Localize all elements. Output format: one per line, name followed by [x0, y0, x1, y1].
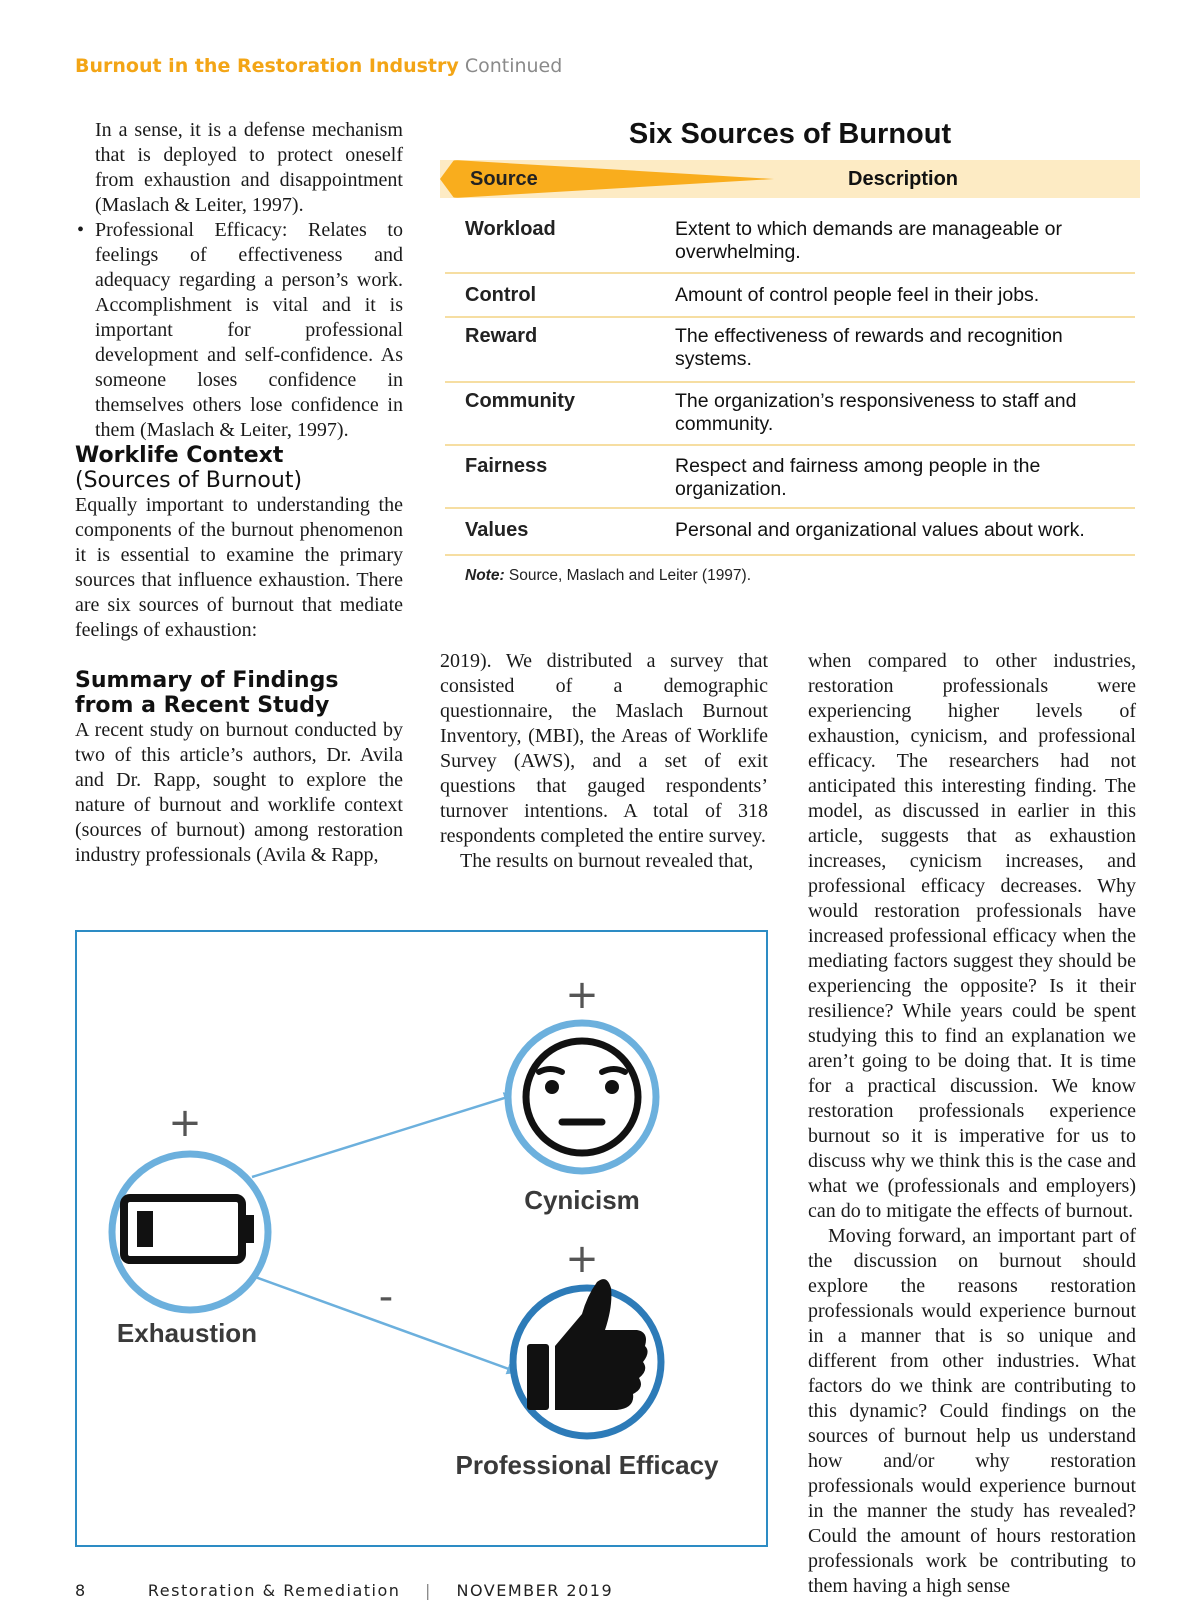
issue-date: NOVEMBER 2019 — [456, 1581, 614, 1600]
summary-text: A recent study on burnout conducted by two of this article’s authors, Dr. Avila and Dr. Rapp, sought to explore the nature of burnout and worklife context (sources of burnout) among restoration industry professionals (Avila & Rapp, — [75, 719, 403, 866]
row-source: Values — [465, 519, 529, 541]
table-note-label: Note: — [465, 567, 505, 584]
row-description: The organization’s responsiveness to staff and community. — [675, 390, 1077, 435]
footer-separator: | — [425, 1581, 432, 1600]
table-header — [440, 160, 1140, 198]
running-head-continued: Continued — [464, 55, 563, 77]
table-divider — [445, 272, 1135, 274]
exhaustion-sign: + — [168, 1100, 202, 1146]
summary-section — [75, 668, 403, 868]
efficacy-label: Professional Efficacy — [455, 1450, 719, 1480]
intro-continued: In a sense, it is a defense mechanism that is deployed to protect oneself from exhaustion and disappointment (Maslach & Leiter, 1997). — [95, 119, 403, 216]
summary-heading: Summary of Findings from a Recent Study — [75, 668, 339, 718]
header-description: Description — [848, 168, 959, 190]
worklife-text: Equally important to understanding the components of the burnout phenomenon it is essential to examine the primary sources that influence exhaustion. There are six sources of burnout that mediate feelings of exhaustion: — [75, 494, 403, 641]
table-divider — [445, 316, 1135, 318]
row-source: Reward — [465, 325, 538, 347]
row-source: Control — [465, 284, 537, 306]
column-2 — [440, 649, 768, 874]
col2-paragraph-2: The results on burnout revealed that, — [460, 850, 754, 872]
cynicism-sign: + — [565, 972, 599, 1018]
column-3 — [808, 649, 1136, 1599]
table-note-text: Source, Maslach and Leiter (1997). — [504, 567, 752, 584]
running-head — [75, 55, 562, 77]
efficacy-sign: + — [565, 1236, 599, 1282]
row-source: Workload — [465, 218, 556, 240]
table-divider — [445, 444, 1135, 446]
burnout-model-diagram — [77, 932, 766, 1545]
exhaustion-label: Exhaustion — [116, 1318, 258, 1348]
row-description: Extent to which demands are manageable or overwhelming. — [675, 218, 1062, 263]
worklife-section — [75, 443, 403, 643]
worklife-heading-sub: (Sources of Burnout) — [75, 468, 303, 493]
page-number: 8 — [75, 1581, 87, 1600]
row-description: Amount of control people feel in their jobs. — [675, 284, 1040, 306]
arrow-exhaustion-to-cynicism — [252, 1095, 514, 1177]
row-description: Personal and organizational values about work. — [675, 519, 1085, 541]
row-source: Community — [465, 390, 575, 412]
page-footer — [75, 1581, 613, 1600]
table-divider — [445, 507, 1135, 509]
worklife-heading: Worklife Context — [75, 443, 284, 468]
col2-paragraph-1: 2019). We distributed a survey that consisted of a demographic questionnaire, the Maslach Burnout Inventory, (MBI), the Areas of Worklife Survey (AWS), and a set of exit questions that gauged respondents’ turnover intentions. A total of 318 respondents completed the entire survey. — [440, 650, 768, 847]
column-1 — [75, 118, 403, 443]
publication-name: Restoration & Remediation — [147, 1581, 401, 1600]
col3-paragraph-2: Moving forward, an important part of the discussion on burnout should explore the reasons restoration professionals would experience burnout in a manner that is so unique and different from other industries. What factors do we think are contributing to this dynamic? Could findings on the sources of burnout help us understand how and/or why restoration professionals would experience burnout in the manner the study has revealed? Could the amount of hours restoration professionals work be contributing to them having a high sense — [808, 1225, 1136, 1597]
table-divider — [445, 381, 1135, 383]
efficacy-node — [513, 1279, 661, 1436]
burnout-model-figure — [75, 930, 768, 1547]
table-divider — [445, 554, 1135, 556]
cynicism-node — [508, 1023, 656, 1171]
row-description: Respect and fairness among people in the organization. — [675, 455, 1041, 500]
negative-sign: - — [378, 1274, 394, 1320]
row-source: Fairness — [465, 455, 548, 477]
bullet-text: Professional Efficacy: Relates to feelings of effectiveness and adequacy regarding a person’s work. Accomplishment is vital and it is important for professional development and self-confidence. As someone loses confidence in themselves others lose confidence in them (Maslach & Leiter, 1997). — [95, 219, 403, 441]
exhaustion-node — [112, 1154, 268, 1310]
row-description: The effectiveness of rewards and recognition systems. — [675, 325, 1063, 370]
header-source: Source — [470, 168, 538, 190]
running-head-title: Burnout in the Restoration Industry — [75, 55, 459, 77]
table-note — [465, 567, 751, 585]
bullet-glyph: • — [77, 219, 85, 241]
table-title: Six Sources of Burnout — [628, 118, 952, 150]
cynicism-label: Cynicism — [524, 1185, 640, 1215]
col3-paragraph-1: when compared to other industries, restoration professionals were experiencing higher levels of exhaustion, cynicism, and professional efficacy. The researchers had not anticipated this interesting finding. The model, as discussed in earlier in this article, suggests that as exhaustion increases, cynicism increases, and professional efficacy decreases. Why would restoration professionals have increased professional efficacy when the mediating factors suggest they should be experiencing the opposite? Is it their resilience? While years could be spent studying this to find an explanation we aren’t going to be doing that. It is time for a practical discussion. We know restoration professionals experience burnout so it is imperative for us to discuss why we think this is the case and what we (professionals and employers) can do to mitigate the effects of burnout. — [808, 650, 1136, 1222]
bullet-professional-efficacy — [75, 218, 403, 443]
